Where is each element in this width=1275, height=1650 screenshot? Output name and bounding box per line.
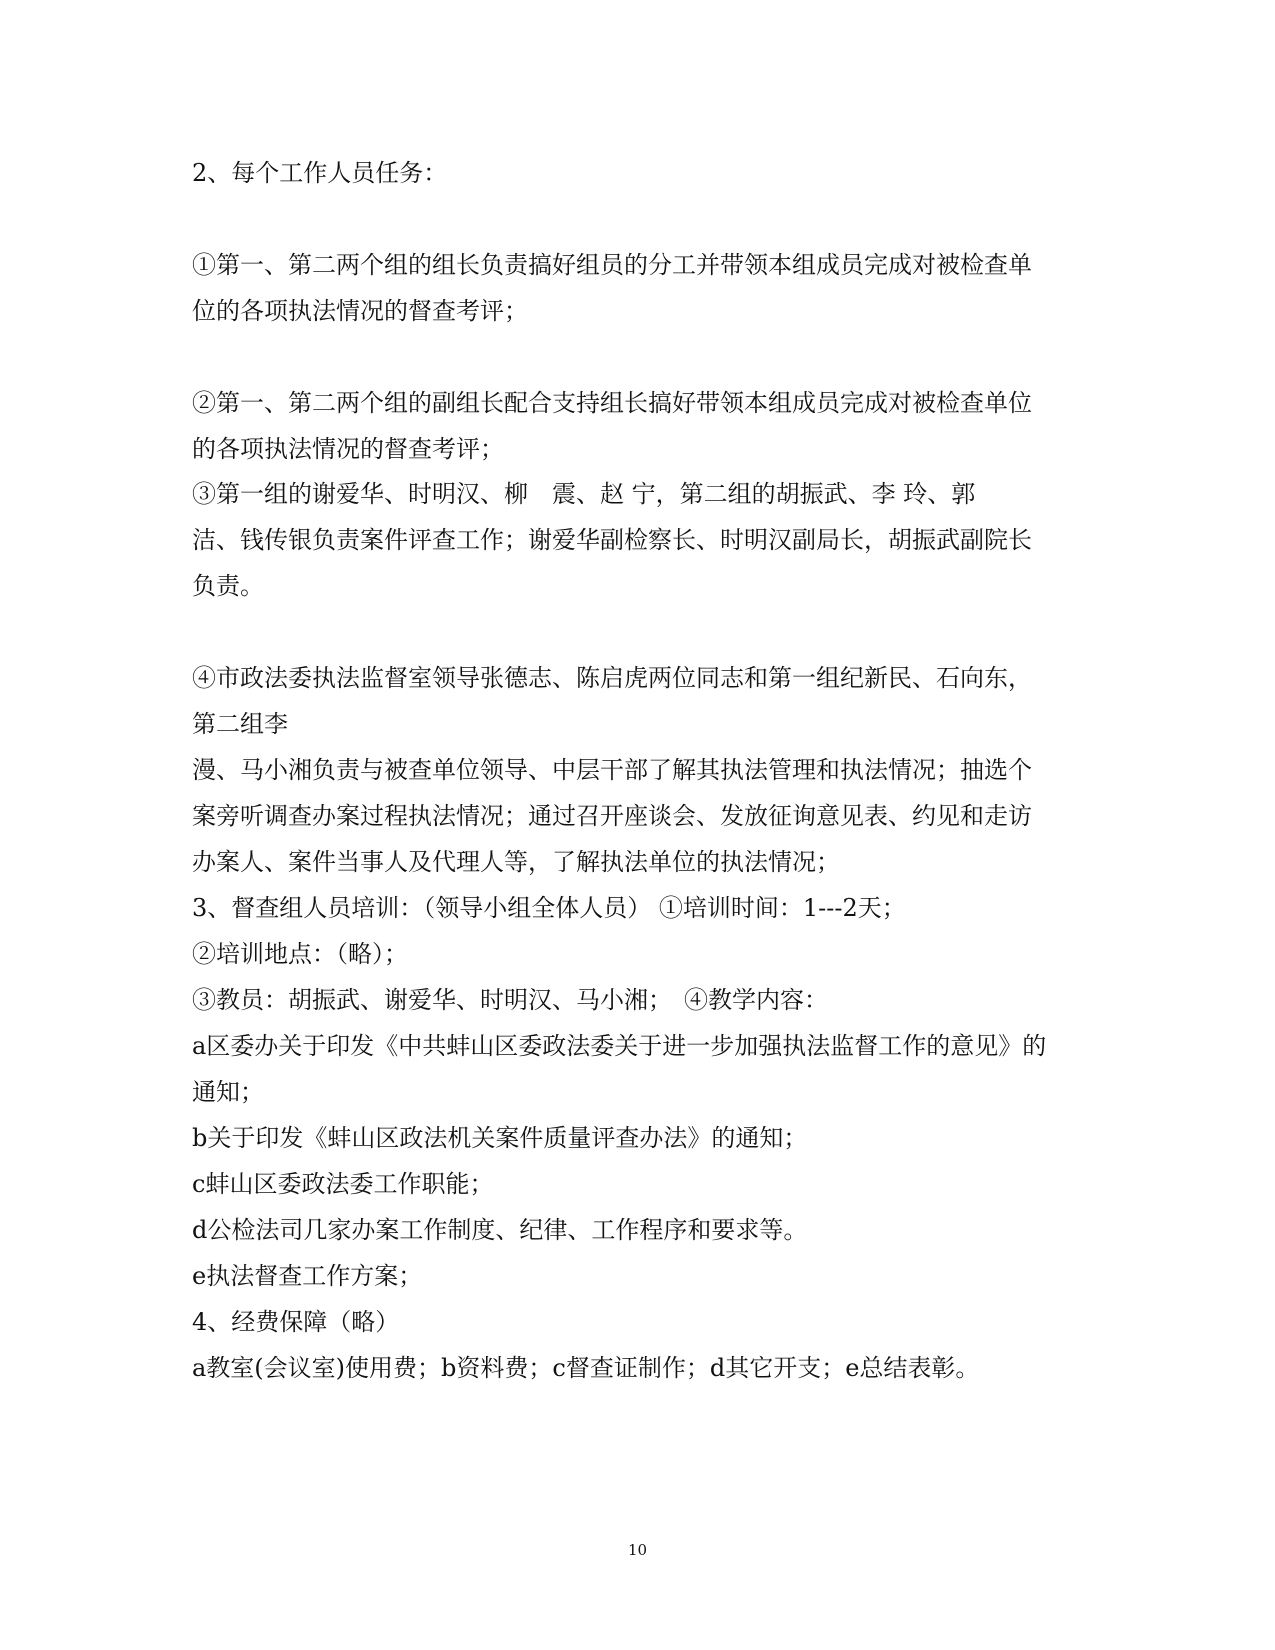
- text-line: 位的各项执法情况的督查考评；: [192, 297, 528, 325]
- text-line: 案旁听调查办案过程执法情况；通过召开座谈会、发放征询意见表、约见和走访: [192, 802, 1032, 830]
- text-line: 通知；: [192, 1078, 264, 1106]
- text-line: 第二组李: [192, 710, 288, 738]
- text-line: 漫、马小湘负责与被查单位领导、中层干部了解其执法管理和执法情况；抽选个: [192, 756, 1032, 784]
- text-line: 负责。: [192, 572, 264, 600]
- text-line: 2、每个工作人员任务：: [192, 159, 448, 187]
- text-line: ③第一组的谢爱华、时明汉、柳 震、赵 宁，第二组的胡振武、李 玲、郭: [192, 480, 976, 508]
- text-line: ②第一、第二两个组的副组长配合支持组长搞好带领本组成员完成对被检查单位: [192, 389, 1032, 417]
- text-line: e执法督查工作方案；: [192, 1262, 423, 1290]
- text-line: a区委办关于印发《中共蚌山区委政法委关于进一步加强执法监督工作的意见》的: [192, 1032, 1047, 1060]
- text-line: 洁、钱传银负责案件评查工作；谢爱华副检察长、时明汉副局长，胡振武副院长: [192, 526, 1032, 554]
- text-line: d公检法司几家办案工作制度、纪律、工作程序和要求等。: [192, 1216, 808, 1244]
- text-line: b关于印发《蚌山区政法机关案件质量评查办法》的通知；: [192, 1124, 808, 1152]
- text-line: ①第一、第二两个组的组长负责搞好组员的分工并带领本组成员完成对被检查单: [192, 251, 1032, 279]
- text-line: 的各项执法情况的督查考评；: [192, 435, 504, 463]
- text-line: a教室(会议室)使用费；b资料费；c督查证制作；d其它开支；e总结表彰。: [192, 1354, 980, 1382]
- text-line: ④市政法委执法监督室领导张德志、陈启虎两位同志和第一组纪新民、石向东，: [192, 664, 1032, 692]
- page-number: 10: [627, 1541, 648, 1559]
- text-line: 办案人、案件当事人及代理人等，了解执法单位的执法情况；: [192, 848, 840, 876]
- text-line: 3、督查组人员培训：（领导小组全体人员） ①培训时间：1---2天；: [192, 894, 906, 922]
- text-line: ③教员：胡振武、谢爱华、时明汉、马小湘； ④教学内容：: [192, 986, 828, 1014]
- text-line: ②培训地点：（略）；: [192, 940, 408, 968]
- text-line: 4、经费保障（略）: [192, 1308, 400, 1336]
- text-line: c蚌山区委政法委工作职能；: [192, 1170, 494, 1198]
